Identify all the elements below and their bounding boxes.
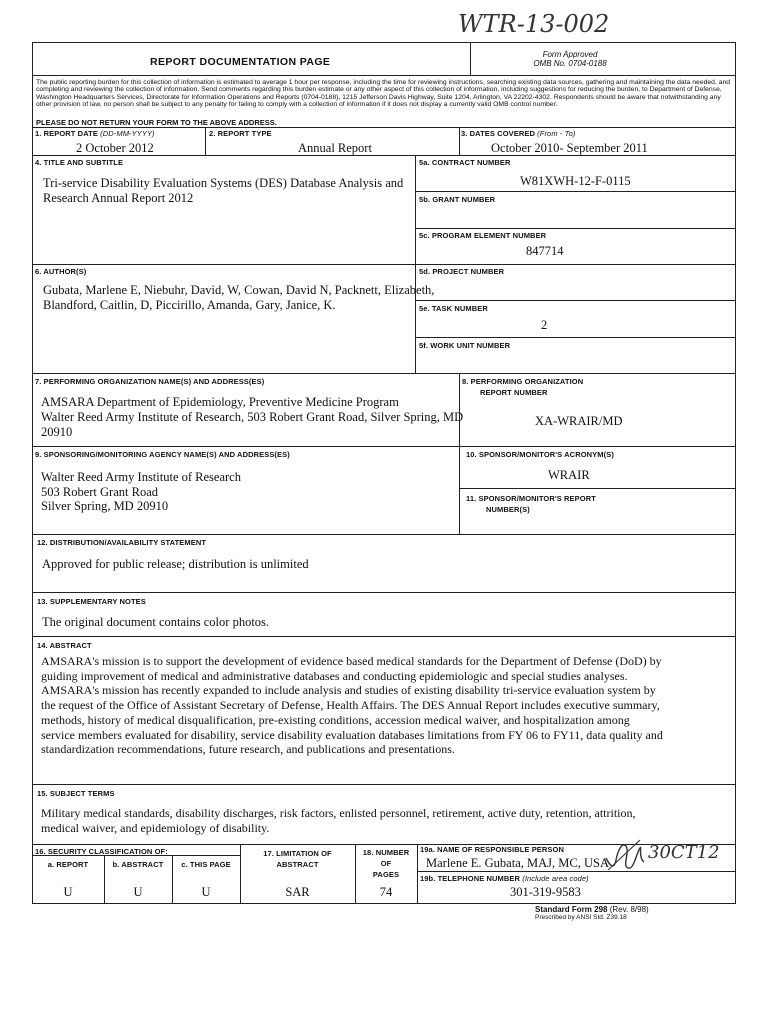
report-date-label: 1. REPORT DATE (DD-MM-YYYY) (35, 129, 155, 138)
responsible-person-value: Marlene E. Gubata, MAJ, MC, USA (426, 856, 609, 870)
contract-number-value: W81XWH-12-F-0115 (520, 174, 631, 188)
abstract-line: AMSARA's mission is to support the development of evidence based medical standards for the Department of Defense (DoD) by (41, 654, 662, 668)
perf-report-number-value: XA-WRAIR/MD (535, 414, 623, 428)
abstract-line: methods, history of medical disqualification, pre-existing conditions, accession medical waiver, and hospitalization among (41, 712, 630, 727)
supplementary-notes-label: 13. SUPPLEMENTARY NOTES (37, 597, 146, 606)
dates-covered-label: 3. DATES COVERED (From - To) (461, 129, 576, 138)
security-abstract-value: U (133, 885, 143, 899)
standard-form-footer: Standard Form 298 (Rev. 8/98) (535, 905, 649, 914)
task-number-label: 5e. TASK NUMBER (419, 304, 488, 313)
report-type-value: Annual Report (298, 141, 372, 155)
abstract-label: 14. ABSTRACT (37, 641, 92, 650)
title-line-2: Research Annual Report 2012 (43, 191, 194, 205)
authors-label: 6. AUTHOR(S) (35, 267, 87, 276)
abstract-text (41, 654, 731, 757)
work-unit-label: 5f. WORK UNIT NUMBER (419, 341, 511, 350)
contract-number-label: 5a. CONTRACT NUMBER (419, 158, 511, 167)
performing-org-line-2: Walter Reed Army Institute of Research, 503 Robert Grant Road, Silver Spring, MD (41, 410, 464, 424)
report-date-value: 2 October 2012 (76, 141, 154, 155)
limitation-label: 17. LIMITATION OF ABSTRACT (263, 849, 332, 869)
form-approved: Form Approved OMB No. 0704-0188 (533, 50, 607, 68)
supplementary-notes-value: The original document contains color photos. (42, 615, 270, 629)
sponsoring-agency-line-2: 503 Robert Grant Road (41, 485, 158, 499)
prescribed-by-footer: Prescribed by ANSI Std. Z39.18 (535, 914, 627, 921)
abstract-line: AMSARA's mission has recently expanded to include analysis and studies of existing disability tri-service evaluation system by (41, 683, 656, 698)
abstract-line: standardization recommendations, future research, and publications and presentations. (41, 742, 455, 757)
performing-org-line-3: 20910 (41, 425, 73, 439)
distribution-value: Approved for public release; distribution is unlimited (42, 557, 309, 571)
limitation-value: SAR (285, 885, 310, 899)
responsible-person-label: 19a. NAME OF RESPONSIBLE PERSON (420, 845, 564, 854)
security-this-page-value: U (201, 885, 211, 899)
handwritten-signature (600, 836, 650, 874)
number-of-pages-label: 18. NUMBER OF PAGES (362, 848, 410, 879)
sponsor-acronym-label: 10. SPONSOR/MONITOR'S ACRONYM(S) (466, 450, 614, 459)
sponsoring-agency-label: 9. SPONSORING/MONITORING AGENCY NAME(S) AND ADDRESS(ES) (35, 450, 290, 459)
telephone-value: 301-319-9583 (510, 885, 581, 899)
sponsoring-agency-line-3: Silver Spring, MD 20910 (41, 499, 169, 513)
security-classification-label: 16. SECURITY CLASSIFICATION OF: (35, 847, 168, 856)
number-of-pages-value: 74 (379, 885, 393, 899)
performing-org-line-1: AMSARA Department of Epidemiology, Preventive Medicine Program (41, 395, 399, 409)
subject-terms-line-2: medical waiver, and epidemiology of disability. (41, 821, 270, 835)
subject-terms-label: 15. SUBJECT TERMS (37, 789, 115, 798)
security-abstract-label: b. ABSTRACT (112, 860, 164, 869)
dates-covered-value: October 2010- September 2011 (491, 141, 648, 155)
performing-org-label: 7. PERFORMING ORGANIZATION NAME(S) AND ADDRESS(ES) (35, 377, 265, 386)
handwritten-doc-number: WTR-13-002 (458, 10, 610, 38)
abstract-line: guiding improvement of medical and administrative databases and conducting epidemiologic and special studies analyses. (41, 668, 628, 683)
page-title: REPORT DOCUMENTATION PAGE (150, 56, 331, 68)
perf-report-number-label: 8. PERFORMING ORGANIZATION REPORT NUMBER (462, 377, 584, 397)
title-label: 4. TITLE AND SUBTITLE (35, 158, 124, 167)
project-number-label: 5d. PROJECT NUMBER (419, 267, 505, 276)
task-number-value: 2 (541, 318, 548, 332)
program-element-label: 5c. PROGRAM ELEMENT NUMBER (419, 231, 547, 240)
telephone-label: 19b. TELEPHONE NUMBER (Include area code) (420, 874, 589, 883)
do-not-return: PLEASE DO NOT RETURN YOUR FORM TO THE ABOVE ADDRESS. (36, 118, 277, 127)
distribution-label: 12. DISTRIBUTION/AVAILABILITY STATEMENT (37, 538, 207, 547)
authors-line-1: Gubata, Marlene E, Niebuhr, David, W, Cowan, David N, Packnett, Elizabeth, (43, 283, 435, 297)
security-this-page-label: c. THIS PAGE (181, 860, 231, 869)
security-report-label: a. REPORT (47, 860, 89, 869)
report-type-label: 2. REPORT TYPE (209, 129, 272, 138)
abstract-line: the request of the Office of Assistant Secretary of Defense, Health Affairs. The DES Annual Report includes executive summary, (41, 698, 660, 713)
burden-statement: The public reporting burden for this collection of information is estimated to average 1 hour per response, including the time for reviewing instructions, searching existing data sources, gathering and maintaining the data needed, and completing and reviewing the collection of information. Send comments regarding this burden estimate or any other aspect of this collection of information, including suggestions for reducing the burden, to Department of Defense, Washington Headquarters Services, Directorate for Information Operations and Reports (0704-0188), 1215 Jefferson Davis Highway, Suite 1204, Arlington, VA 22202-4302. Respondents should be aware that notwithstanding any other provision of law, no person shall be subject to any penalty for failing to comply with a collection of information if it does not display a currently valid OMB control number. (36, 79, 731, 109)
handwritten-initials-date: 30CT12 (648, 842, 720, 863)
security-report-value: U (63, 885, 73, 899)
sponsor-report-number-label: 11. SPONSOR/MONITOR'S REPORT NUMBER(S) (466, 494, 596, 514)
program-element-value: 847714 (526, 244, 564, 258)
sponsoring-agency-line-1: Walter Reed Army Institute of Research (41, 470, 241, 484)
abstract-line: service members evaluated for disability, service disability evaluation databases limitations from FY 06 to FY11, data quality and (41, 727, 663, 742)
authors-line-2: Blandford, Caitlin, D, Piccirillo, Amanda, Gary, Janice, K. (43, 298, 336, 312)
subject-terms-line-1: Military medical standards, disability discharges, risk factors, enlisted personnel, retirement, active duty, retention, attrition, (41, 806, 636, 820)
grant-number-label: 5b. GRANT NUMBER (419, 195, 496, 204)
sponsor-acronym-value: WRAIR (548, 468, 590, 482)
title-line-1: Tri-service Disability Evaluation Systems (DES) Database Analysis and (43, 176, 404, 190)
